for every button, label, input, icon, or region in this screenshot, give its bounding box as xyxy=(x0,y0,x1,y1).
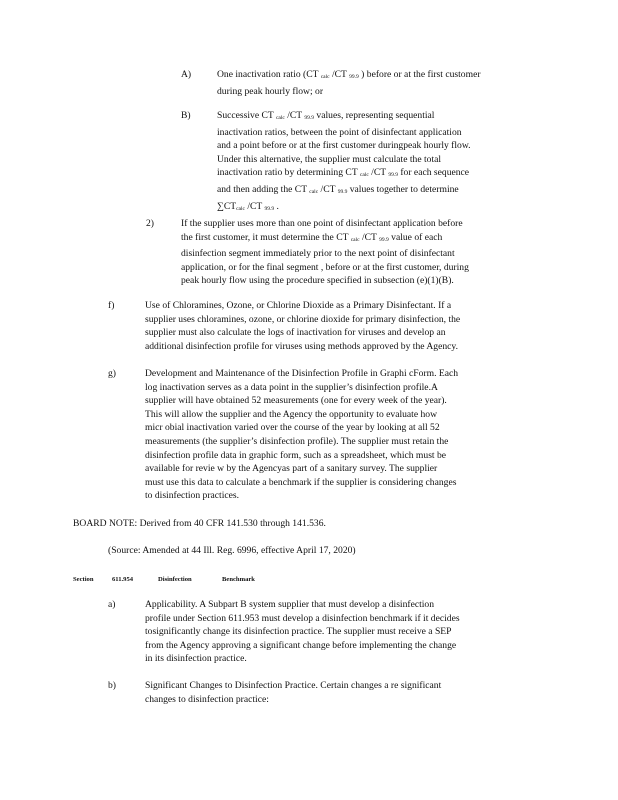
text-line: One inactivation ratio (CT $_{calc}$ /CT $_{99.9}$ ) before or at the first customer xyxy=(217,69,481,80)
text-line: Applicability. A Subpart B system supplier that must develop a disinfection xyxy=(145,599,435,610)
item-a-text xyxy=(145,598,460,666)
text-line: log inactivation serves as a data point in the supplier’s disinfection profile.A xyxy=(145,381,438,393)
text-line: to disinfection practices. xyxy=(145,490,240,502)
item-label-B: B) xyxy=(181,110,191,121)
text-line: changes to disinfection practice: xyxy=(145,693,269,705)
text-line: additional disinfection profile for viruses using methods approved by the Agency. xyxy=(145,340,458,352)
text-line: profile under Section 611.953 must develop a disinfection benchmark if it decides xyxy=(145,612,460,624)
text-line: $\sum CT_{calc}$ /CT $_{99.9}$ . xyxy=(217,200,279,212)
item-label-A: A) xyxy=(181,69,192,80)
text-line: This will allow the supplier and the Agency the opportunity to evaluate how xyxy=(145,408,438,420)
item-label-f: f) xyxy=(108,300,115,311)
text-line: disinfection segment immediately prior to the next point of disinfectant xyxy=(181,248,455,260)
text-line: supplier uses chloramines, ozone, or chlorine dioxide for primary disinfection, the xyxy=(145,313,461,325)
text-line: supplier will have obtained 52 measurements (one for every week of the year). xyxy=(145,395,447,407)
section-title-2: Benchmark xyxy=(222,576,255,583)
text-line: measurements (the supplier’s disinfection profile). The supplier must retain the xyxy=(145,435,449,447)
section-label: Section xyxy=(73,576,94,583)
text-line: available for revie w by the Agencyas part of a sanitary survey. The supplier xyxy=(145,463,438,475)
text-line: Development and Maintenance of the Disinfection Profile in Graphi cForm. Each xyxy=(145,368,459,379)
text-line: Use of Chloramines, Ozone, or Chlorine Dioxide as a Primary Disinfectant. If a xyxy=(145,300,452,311)
text-line: the first customer, it must determine the CT $_{calc}$ /CT $_{99.9}$ value of each xyxy=(181,231,443,243)
section-number: 611.954 xyxy=(112,576,134,583)
text-line: Under this alternative, the supplier must calculate the total xyxy=(217,153,442,165)
text-line: in its disinfection practice. xyxy=(145,653,247,665)
board-note xyxy=(73,517,326,531)
text-line: Significant Changes to Disinfection Practice. Certain changes a re significant xyxy=(145,680,442,691)
item-label-2: 2) xyxy=(146,218,154,229)
text-line: from the Agency approving a significant change before implementing the change xyxy=(145,639,457,651)
board-note-text: BOARD NOTE: Derived from 40 CFR 141.530 through 141.536. xyxy=(73,518,326,529)
item-b-text xyxy=(145,679,441,706)
text-line: micr obial inactivation varied over the course of the year by looking at all 52 xyxy=(145,422,440,434)
item-label-b: b) xyxy=(108,680,116,691)
text-line: and then adding the CT $_{calc}$ /CT $_{99.9}$ values together to determine xyxy=(217,183,459,195)
text-line: Successive CT $_{calc}$ /CT $_{99.9}$ values, representing sequential xyxy=(217,110,435,121)
text-line: during peak hourly flow; or xyxy=(217,85,324,97)
item-A-text xyxy=(217,68,481,98)
text-line: inactivation ratios, between the point of disinfectant application xyxy=(217,126,462,138)
source-note xyxy=(108,544,356,558)
item-f-text xyxy=(145,299,460,353)
text-line: peak hourly flow using the procedure specified in subsection (e)(1)(B). xyxy=(181,275,454,287)
item-g-text xyxy=(145,367,458,503)
source-note-text: (Source: Amended at 44 Ill. Reg. 6996, effective April 17, 2020) xyxy=(108,545,356,556)
text-line: If the supplier uses more than one point of disinfectant application before xyxy=(181,218,463,229)
text-line: must use this data to calculate a benchmark if the supplier is considering changes xyxy=(145,476,457,488)
section-title-1: Disinfection xyxy=(158,576,192,583)
text-line: supplier must also calculate the logs of inactivation for viruses and develop an xyxy=(145,327,446,339)
text-line: tosignificantly change its disinfection practice. The supplier must receive a SEP xyxy=(145,626,452,638)
text-line: disinfection profile data in graphic form, such as a spreadsheet, which must be xyxy=(145,449,447,461)
item-label-a: a) xyxy=(108,599,116,610)
text-line: inactivation ratio by determining CT $_{calc}$ /CT $_{99.9}$ for each sequence xyxy=(217,167,470,179)
text-line: application, or for the final segment , before or at the first customer, during xyxy=(181,261,469,273)
item-2-text xyxy=(181,217,469,288)
text-line: and a point before or at the first customer duringpeak hourly flow. xyxy=(217,140,471,152)
item-B-text xyxy=(217,109,471,216)
item-label-g: g) xyxy=(108,368,116,379)
